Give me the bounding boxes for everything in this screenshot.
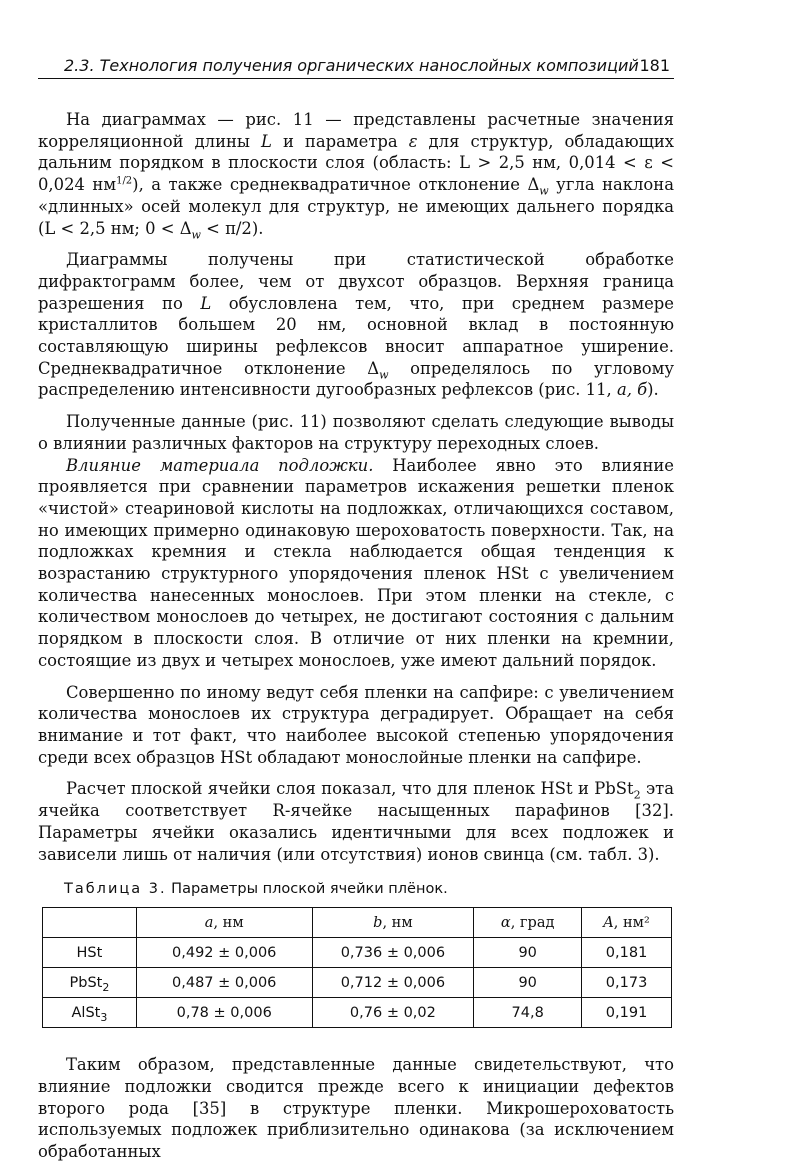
table-cell-a: 0,487 ± 0,006 xyxy=(136,968,312,998)
p6-text-a: Расчет плоской ячейки слоя показал, что для пленок HSt и PbSt xyxy=(66,779,634,799)
p2-symbol-delta: Δ xyxy=(367,358,380,378)
table-row xyxy=(43,938,672,968)
running-header xyxy=(38,56,674,79)
header-b-var: b xyxy=(373,914,383,931)
p1-condition-2: L < 2,5 нм; 0 < Δ xyxy=(44,218,192,238)
page-number: 181 xyxy=(639,56,670,75)
p2-text-a: Диаграммы получены при статистической обработке дифрактограмм более, чем от двухсот образцов. Верхняя граница разрешения по xyxy=(38,250,674,313)
p6-text-b: эта ячейка соответствует R-ячейке насыщенных парафинов [32]. Параметры ячейки оказались идентичными для всех подложек и зависели лишь от наличия (или отсутствия) ионов свинца (см. табл. 3). xyxy=(38,779,675,864)
table-cell-alpha: 74,8 xyxy=(474,998,582,1028)
table-cell-a: 0,492 ± 0,006 xyxy=(136,938,312,968)
table-caption-text: Параметры плоской ячейки плёнок. xyxy=(166,881,448,898)
p4-text: Наиболее явно это влияние проявляется при сравнении параметров искажения решетки пленок «чистой» стеариновой кислоты на подложках, отличающихся составом, но имеющих примерно одинаковую шероховатость поверхности. Так, на подложках кремния и стекла наблюдается общая тенденция к возрастанию структурного упорядочения пленок HSt с увеличением количества нанесенных монослоев. При этом пленки на стекле, с количеством монослоев до четырех, не достигают состояния с дальним порядком в плоскости слоя. В отличие от них пленки на кремнии, состоящие из двух и четырех монослоев, уже имеют дальний порядок. xyxy=(38,455,674,670)
p1-text-f: ). xyxy=(251,218,264,238)
compound-name: PbSt xyxy=(69,974,103,991)
header-alpha-var: α xyxy=(500,914,511,931)
table-cell-b: 0,736 ± 0,006 xyxy=(312,938,474,968)
p2-text-b: обусловлена тем, что, при среднем размере кристаллитов большем 20 нм, основной вклад в постоянную составляющую ширины рефлексов вносит аппаратное уширение. Среднеквадратичное отклонение xyxy=(38,293,674,378)
p1-symbol-epsilon: ε xyxy=(408,131,418,151)
table-header-b xyxy=(312,908,474,938)
p1-text-b: и параметра xyxy=(271,131,409,151)
p2-symbol-L: L xyxy=(200,293,212,313)
p6-subscript: 2 xyxy=(633,788,641,802)
table-cell-compound xyxy=(43,968,137,998)
table-cell-A: 0,173 xyxy=(582,968,672,998)
paragraph-4 xyxy=(38,455,674,672)
p2-text-d: ). xyxy=(647,380,659,400)
table-cell-alpha: 90 xyxy=(474,968,582,998)
compound-name: AlSt xyxy=(71,1004,101,1021)
header-A-var: A xyxy=(603,914,614,931)
compound-subscript: 3 xyxy=(100,1010,108,1024)
p2-figure-parts: а, б xyxy=(616,380,648,400)
table-caption xyxy=(64,881,674,897)
compound-name: HSt xyxy=(76,944,103,961)
table-header-empty xyxy=(43,908,137,938)
header-alpha-unit: , град xyxy=(510,914,555,931)
paragraph-1 xyxy=(38,109,674,239)
running-header-title: 2.3. Технология получения органических нанослойных композиций xyxy=(64,56,639,75)
p1-text-c: для структур, обладающих дальним порядком в плоскости слоя (область: xyxy=(38,131,675,173)
p1-symbol-L: L xyxy=(261,131,272,151)
paragraph-5: Совершенно по иному ведут себя пленки на сапфире: с увеличением количества монослоев их структура деградирует. Обращает на себя внимание и тот факт, что наиболее высокой степенью упорядочения среди всех образцов HSt обладают монослойные пленки на сапфире. xyxy=(38,682,674,767)
table-caption-label: Таблица 3. xyxy=(64,881,167,898)
table-cell-A: 0,181 xyxy=(582,938,672,968)
table-cell-compound xyxy=(43,998,137,1028)
table-cell-compound xyxy=(43,938,137,968)
table-header-A xyxy=(582,908,672,938)
table-header-alpha xyxy=(474,908,582,938)
table-row xyxy=(43,968,672,998)
p2-text-c: определялось по угловому распределению интенсивности дугообразных рефлексов (рис. 11, xyxy=(38,358,674,400)
p1-text-d: ), а также среднеквадратичное отклонение xyxy=(132,175,528,195)
p1-text-a: На диаграммах — рис. 11 — представлены расчетные значения корреляционной длины xyxy=(38,110,674,151)
table-cell-b: 0,76 ± 0,02 xyxy=(312,998,474,1028)
p4-section-lead: Влияние материала подложки. xyxy=(66,455,374,475)
p1-condition-2-sub: w xyxy=(191,227,201,241)
paragraph-3: Полученные данные (рис. 11) позволяют сделать следующие выводы о влиянии различных факторов на структуру переходных слоев. xyxy=(38,412,674,453)
table-row xyxy=(43,998,672,1028)
p1-text-e: угла наклона «длинных» осей молекул для структур, не имеющих дальнего порядка ( xyxy=(38,175,674,238)
page xyxy=(38,56,674,1163)
header-b-unit: , нм xyxy=(382,914,413,931)
parameters-table xyxy=(42,907,672,1028)
compound-subscript: 2 xyxy=(102,980,110,994)
table-header-row xyxy=(43,908,672,938)
p1-symbol-delta-sub: w xyxy=(539,184,549,198)
p1-condition-2-end: < π/2 xyxy=(200,218,252,238)
table-cell-b: 0,712 ± 0,006 xyxy=(312,968,474,998)
paragraph-2 xyxy=(38,249,674,401)
p2-symbol-delta-sub: w xyxy=(379,368,389,382)
header-a-var: a xyxy=(204,914,214,931)
p1-condition-1: L > 2,5 нм, 0,014 < ε < 0,024 нм xyxy=(38,153,675,195)
table-header-a xyxy=(136,908,312,938)
p1-symbol-delta: Δ xyxy=(527,175,540,195)
paragraph-7: Таким образом, представленные данные свидетельствуют, что влияние подложки сводится прежде всего к инициации дефектов второго рода [35] в структуре пленки. Микрошероховатость используемых подложек приблизительно одинакова (за исключением обработанных xyxy=(38,1055,674,1162)
header-a-unit: , нм xyxy=(213,914,244,931)
p1-condition-1-sup: 1/2 xyxy=(116,175,133,187)
table-cell-A: 0,191 xyxy=(582,998,672,1028)
paragraph-6 xyxy=(38,778,674,865)
table-cell-a: 0,78 ± 0,006 xyxy=(136,998,312,1028)
header-A-unit: , нм² xyxy=(613,914,650,931)
table-cell-alpha: 90 xyxy=(474,938,582,968)
